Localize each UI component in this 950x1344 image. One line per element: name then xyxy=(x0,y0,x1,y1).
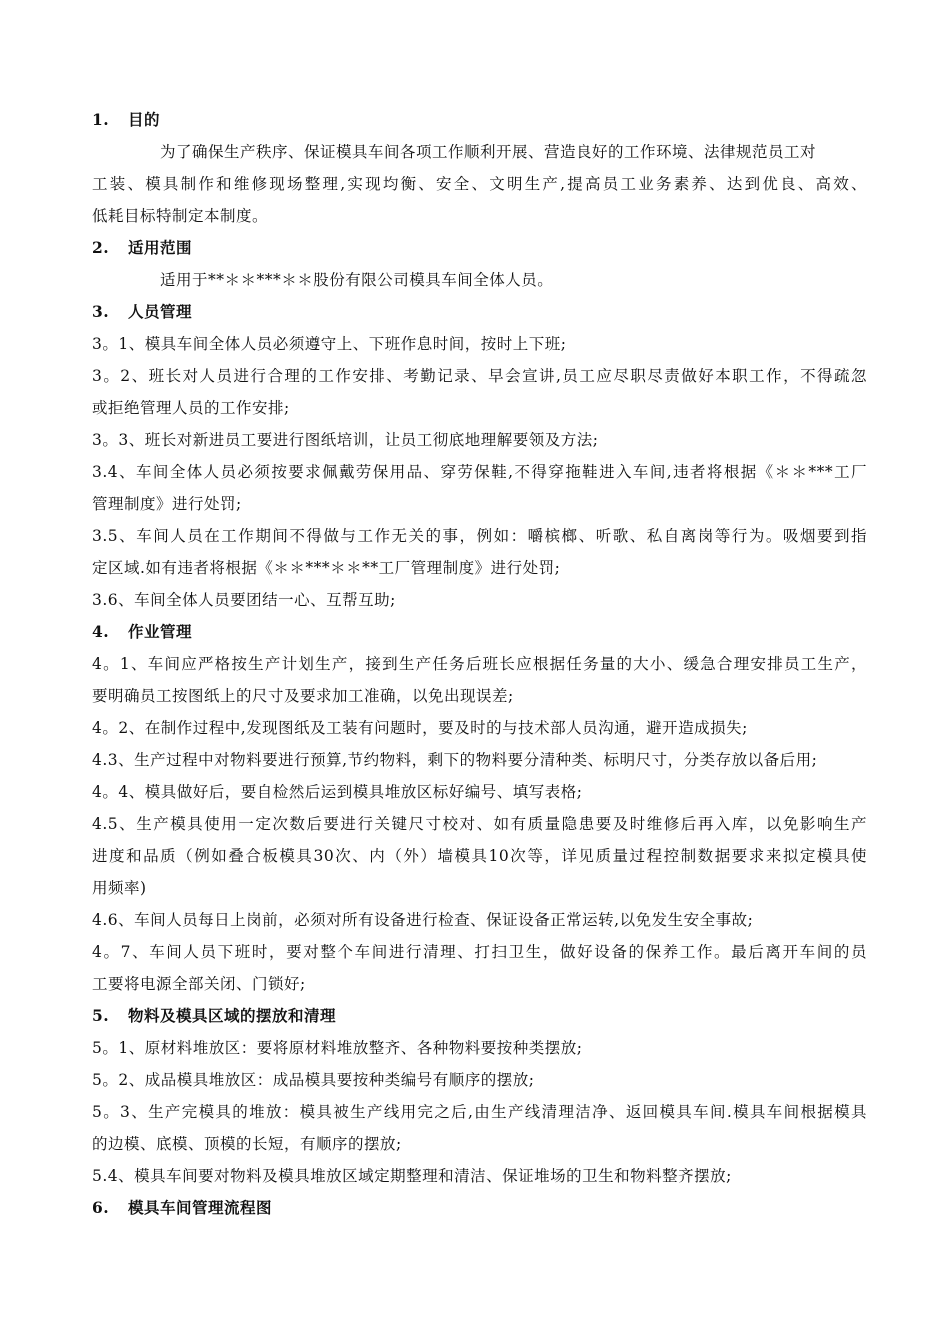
paragraph-line: 4。1、车间应严格按生产计划生产，接到生产任务后班长应根据任务量的大小、缓急合理安排员工生产， xyxy=(92,655,867,673)
paragraph-line: 定区域.如有违者将根据《＊＊***＊＊**工厂管理制度》进行处罚; xyxy=(92,559,561,577)
paragraph-line: 工要将电源全部关闭、门锁好; xyxy=(92,975,306,993)
paragraph-line: 适用于**＊＊***＊＊股份有限公司模具车间全体人员。 xyxy=(160,271,554,289)
paragraph-line: 5.4、模具车间要对物料及模具堆放区域定期整理和清洁、保证堆场的卫生和物料整齐摆放; xyxy=(92,1167,732,1185)
section-heading-2: 2. 适用范围 xyxy=(92,238,193,257)
paragraph-line: 3。1、模具车间全体人员必须遵守上、下班作息时间，按时上下班; xyxy=(92,335,567,353)
paragraph-line: 4。4、模具做好后，要自检然后运到模具堆放区标好编号、填写表格; xyxy=(92,783,583,801)
paragraph-line: 要明确员工按图纸上的尺寸及要求加工准确，以免出现误差; xyxy=(92,687,514,705)
paragraph-line: 为了确保生产秩序、保证模具车间各项工作顺利开展、营造良好的工作环境、法律规范员工对 xyxy=(160,143,817,161)
paragraph-line: 管理制度》进行处罚; xyxy=(92,495,242,513)
paragraph-line: 4。2、在制作过程中,发现图纸及工装有问题时，要及时的与技术部人员沟通，避开造成损失; xyxy=(92,719,748,737)
paragraph-line: 的边模、底模、顶模的长短，有顺序的摆放; xyxy=(92,1135,402,1153)
paragraph-line: 用频率) xyxy=(92,879,147,897)
paragraph-line: 4.5、生产模具使用一定次数后要进行关键尺寸校对、如有质量隐患要及时维修后再入库，以免影响生产 xyxy=(92,815,867,833)
paragraph-line: 3.6、车间全体人员要团结一心、互帮互助; xyxy=(92,591,396,609)
paragraph-line: 5。2、成品模具堆放区：成品模具要按种类编号有顺序的摆放; xyxy=(92,1071,535,1089)
section-heading-6: 6. 模具车间管理流程图 xyxy=(92,1198,273,1217)
paragraph-line: 3.4、车间全体人员必须按要求佩戴劳保用品、穿劳保鞋,不得穿拖鞋进入车间,违者将根据《＊＊***工厂 xyxy=(92,463,867,481)
paragraph-line: 4。7、车间人员下班时，要对整个车间进行清理、打扫卫生，做好设备的保养工作。最后离开车间的员 xyxy=(92,943,867,961)
section-heading-3: 3. 人员管理 xyxy=(92,302,193,321)
paragraph-line: 3。3、班长对新进员工要进行图纸培训，让员工彻底地理解要领及方法; xyxy=(92,431,599,449)
paragraph-line: 5。1、原材料堆放区：要将原材料堆放整齐、各种物料要按种类摆放; xyxy=(92,1039,583,1057)
section-heading-5: 5. 物料及模具区域的摆放和清理 xyxy=(92,1006,337,1025)
paragraph-line: 4.3、生产过程中对物料要进行预算,节约物料，剩下的物料要分清种类、标明尺寸，分类存放以备后用; xyxy=(92,751,818,769)
paragraph-line: 5。3、生产完模具的堆放：模具被生产线用完之后,由生产线清理洁净、返回模具车间.模具车间根据模具 xyxy=(92,1103,867,1121)
paragraph-line: 低耗目标特制定本制度。 xyxy=(92,207,269,225)
paragraph-line: 进度和品质（例如叠合板模具30次、内（外）墙模具10次等，详见质量过程控制数据要求来拟定模具使 xyxy=(92,847,867,865)
paragraph-line: 3.5、车间人员在工作期间不得做与工作无关的事，例如：嚼槟榔、听歌、私自离岗等行为。吸烟要到指 xyxy=(92,527,867,545)
paragraph-line: 工装、模具制作和维修现场整理,实现均衡、安全、文明生产,提高员工业务素养、达到优良、高效、 xyxy=(92,175,867,193)
paragraph-line: 4.6、车间人员每日上岗前，必须对所有设备进行检查、保证设备正常运转,以免发生安全事故; xyxy=(92,911,754,929)
section-heading-1: 1. 目的 xyxy=(92,110,161,129)
paragraph-line: 3。2、班长对人员进行合理的工作安排、考勤记录、早会宣讲,员工应尽职尽责做好本职工作，不得疏忽 xyxy=(92,367,867,385)
section-heading-4: 4. 作业管理 xyxy=(92,622,193,641)
paragraph-line: 或拒绝管理人员的工作安排; xyxy=(92,399,290,417)
